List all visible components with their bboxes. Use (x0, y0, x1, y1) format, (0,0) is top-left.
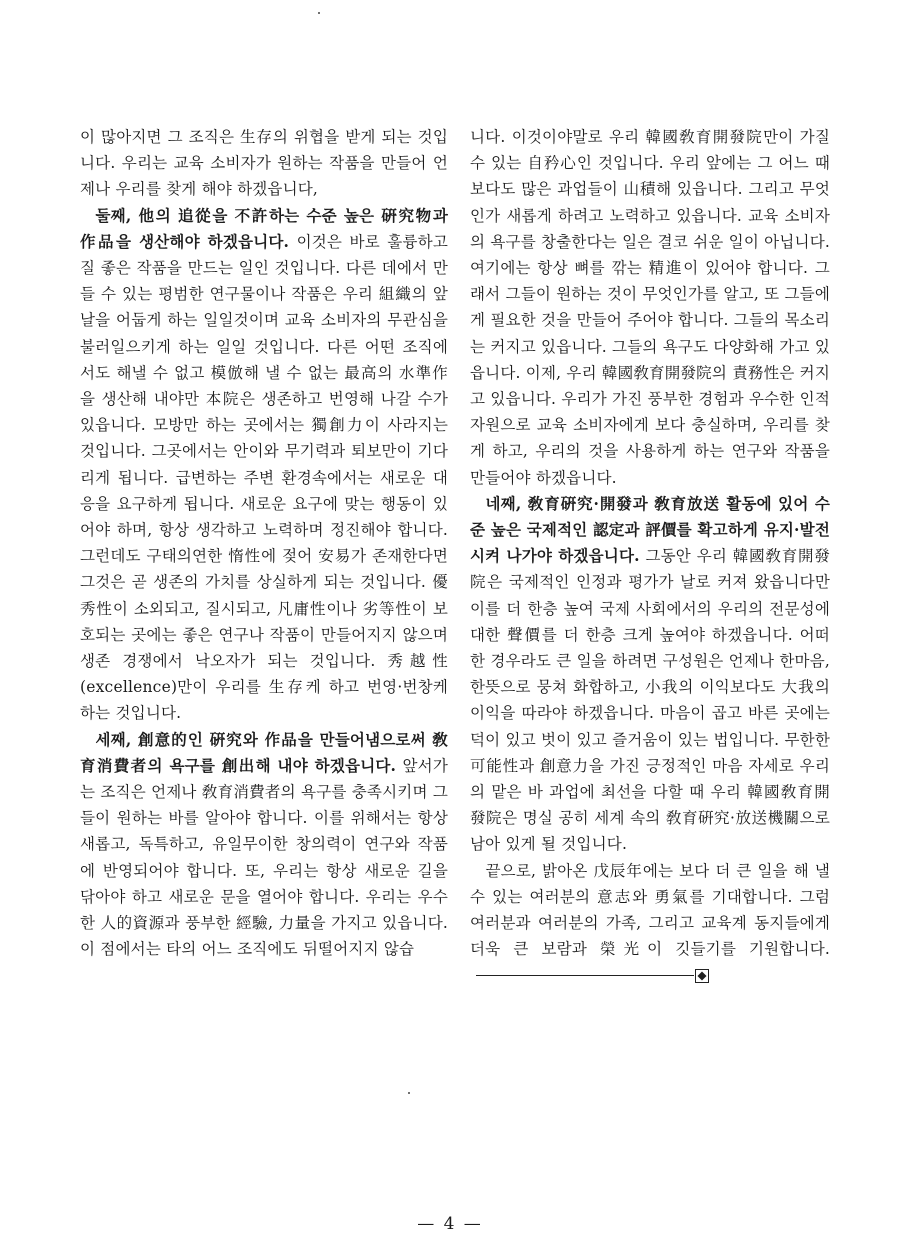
paragraph-body: 이것은 바로 훌륭하고 질 좋은 작품을 만드는 일인 것입니다. 다른 데에서 만들 수 있는 평범한 연구물이나 작품은 우리 組織의 앞날을 어둡게 하는 일일것이며 교육 소비자의 무관심을 불러일으키게 하는 일일 것입니다. 다른 어떤 조직에서도 해낼 수 없고 模倣해 낼 수 없는 最高의 水準作을 생산해 내야만 本院은 생존하고 번영해 나갈 수가 있읍니다. 모방만 하는 곳에서는 獨創力이 사라지는 것입니다. 그곳에서는 안이와 무기력과 퇴보만이 기다리게 됩니다. 급변하는 주변 환경속에서는 새로운 대응을 요구하게 됩니다. 새로운 요구에 맞는 행동이 있어야 하며, 항상 생각하고 노력하며 정진해야 합니다. 그런데도 구태의연한 惰性에 젖어 安易가 존재한다면 그것은 곧 생존의 가치를 상실하게 되는 것입니다. 優秀性이 소외되고, 질시되고, 凡庸性이나 劣等性이 보호되는 곳에는 좋은 연구나 작품이 만들어지지 않으며 생존 경쟁에서 낙오자가 되는 것입니다. 秀越性(excellence)만이 우리를 生存케 하고 번영·번창케 하는 것입니다. (80, 232, 448, 723)
paragraph-lead: 세째, 創意的인 硏究와 作品을 만들어냄으로써 敎育消費者의 욕구를 創出해 내야 하겠읍니다. (80, 729, 448, 775)
paragraph-fourth (470, 491, 830, 858)
paragraph-continued: 니다. 이것이야말로 우리 韓國敎育開發院만이 가질 수 있는 自矜心인 것입니다. 우리 앞에는 그 어느 때보다도 많은 과업들이 山積해 있읍니다. 그리고 무엇인가 새롭게 하려고 노력하고 있읍니다. 교육 소비자의 욕구를 창출한다는 일은 결코 쉬운 일이 아닙니다. 여기에는 항상 뼈를 깎는 精進이 있어야 합니다. 그래서 그들이 원하는 것이 무엇인가를 알고, 또 그들에게 필요한 것을 만들어 주어야 합니다. 그들의 목소리는 커지고 있읍니다. 그들의 욕구도 다양화해 가고 있읍니다. 이제, 우리 韓國敎育開發院의 責務性은 커지고 있읍니다. 우리가 가진 풍부한 경험과 우수한 인적 자원으로 교육 소비자에게 보다 충실하며, 우리를 찾게 하고, 우리의 것을 사용하게 하는 연구와 작품을 만들어야 하겠읍니다. (470, 128, 830, 487)
paragraph-lead: 둘째, 他의 追從을 不許하는 수준 높은 硏究物과 作品을 생산해야 하겠읍니다. (80, 205, 448, 251)
paragraph-second (80, 203, 448, 727)
paragraph-body: 그동안 우리 韓國敎育開發院은 국제적인 인정과 평가가 날로 커져 왔읍니다만 이를 더 한층 높여 국제 사회에서의 우리의 전문성에 대한 聲價를 더 한층 크게 높여야 하겠읍니다. 어떠한 경우라도 큰 일을 하려면 구성원은 언제나 한마음, 한뜻으로 뭉쳐 화합하고, 小我의 이익보다도 大我의 이익을 따라야 하겠읍니다. 마음이 곱고 바른 곳에는 덕이 있고 벗이 있고 즐거움이 있는 법입니다. 무한한 可能性과 創意力을 가진 긍정적인 마음 자세로 우리의 맡은 바 과업에 최선을 다할 때 우리 韓國敎育開發院은 명실 공히 세계 속의 敎育硏究·放送機關으로 남아 있게 될 것입니다. (470, 547, 830, 854)
paragraph-closing (470, 858, 830, 989)
scan-speck (318, 12, 320, 14)
paragraph-continued: 이 많아지면 그 조직은 生存의 위협을 받게 되는 것입니다. 우리는 교육 소비자가 원하는 작품을 만들어 언제나 우리를 찾게 해야 하겠읍니다, (80, 128, 448, 199)
paragraph-lead: 네째, 敎育硏究·開發과 敎育放送 활동에 있어 수준 높은 국제적인 認定과 評價를 확고하게 유지·발전시켜 나가야 하겠읍니다. (470, 493, 830, 566)
paragraph-body: 앞서가는 조직은 언제나 敎育消費者의 욕구를 충족시키며 그들이 원하는 바를 알아야 합니다. 이를 위해서는 항상 새롭고, 독특하고, 유일무이한 창의력이 연구와 작품에 반영되어야 합니다. 또, 우리는 항상 새로운 길을 닦아야 하고 새로운 문을 열어야 합니다. 우리는 우수한 人的資源과 풍부한 經驗, 力量을 가지고 있읍니다. 이 점에서는 타의 어느 조직에도 뒤떨어지지 않습 (80, 756, 448, 959)
scan-speck (408, 1092, 410, 1094)
closing-rule (476, 975, 694, 976)
left-column (80, 124, 448, 963)
page-number: — 4 — (417, 1214, 483, 1234)
end-mark-icon (695, 969, 709, 983)
right-column (470, 124, 830, 989)
closing-text: 끝으로, 밝아온 戊辰年에는 보다 더 큰 일을 해 낼 수 있는 여러분의 意志와 勇氣를 기대합니다. 그럼 여러분과 여러분의 가족, 그리고 교육계 동지들에게 더욱 큰 보람과 榮光이 깃들기를 기원합니다. (470, 861, 830, 959)
paragraph-third (80, 727, 448, 963)
